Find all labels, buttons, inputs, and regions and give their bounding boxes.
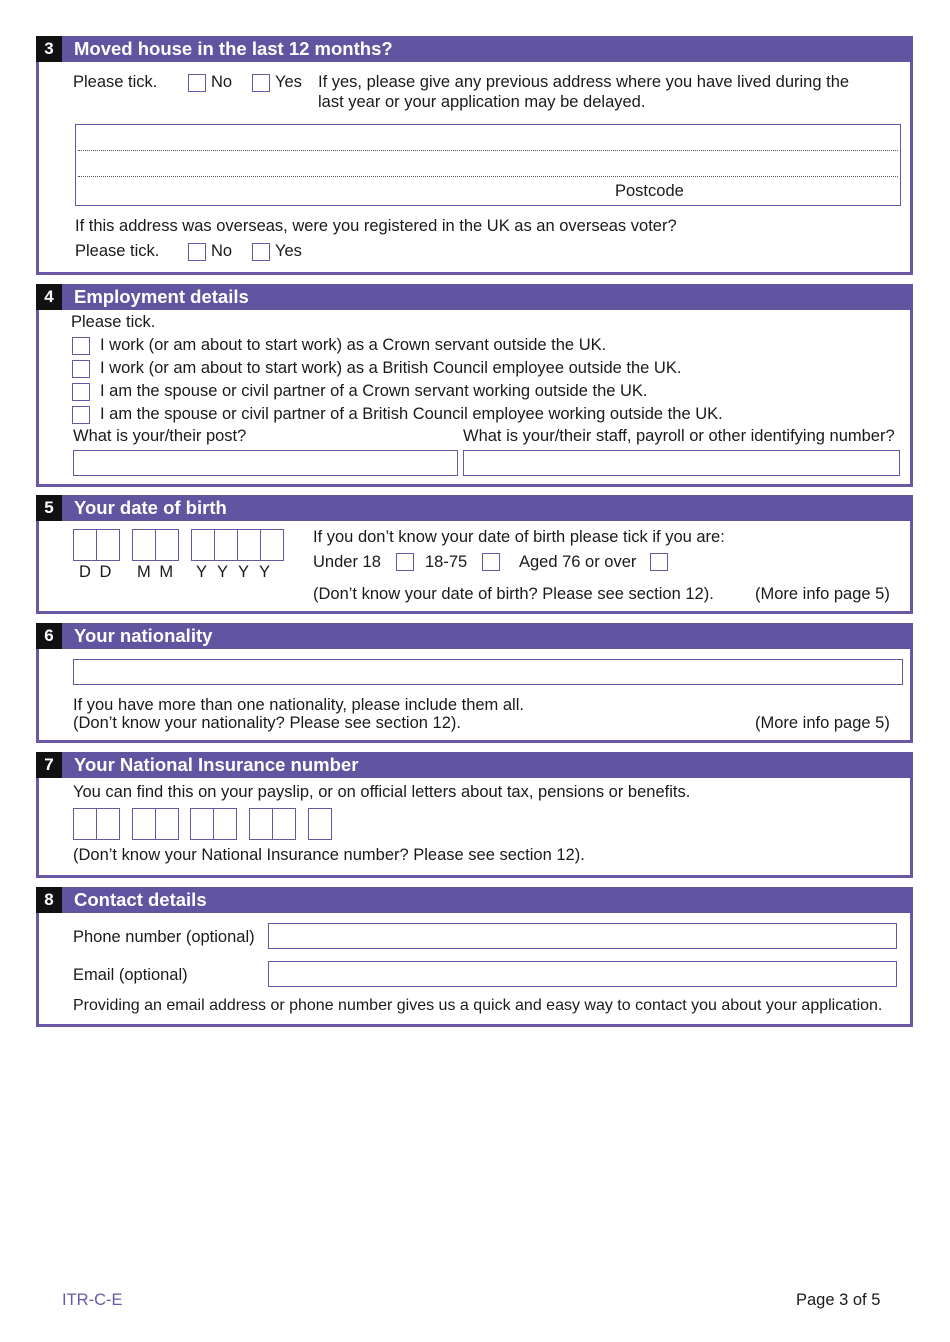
- nationality-note: If you have more than one nationality, please include them all.: [73, 696, 524, 714]
- section-nationality: [36, 623, 913, 743]
- section-number: 7: [36, 752, 62, 778]
- post-label: What is your/their post?: [73, 427, 247, 445]
- age-18-75-label: 18-75: [425, 553, 468, 571]
- spouse-crown-servant-checkbox[interactable]: [72, 383, 90, 401]
- phone-input[interactable]: [268, 923, 897, 949]
- dob-day-digit[interactable]: [96, 529, 120, 561]
- dob-help-note: (Don’t know your date of birth? Please see section 12).: [313, 585, 714, 603]
- section-title: Your National Insurance number: [74, 754, 359, 775]
- section-contact-details: [36, 887, 913, 1027]
- aged-76-label: Aged 76 or over: [519, 553, 637, 571]
- email-input[interactable]: [268, 961, 897, 987]
- section-title: Your date of birth: [74, 497, 227, 518]
- ni-intro: You can find this on your payslip, or on official letters about tax, pensions or benefits.: [73, 783, 691, 801]
- ni-digit[interactable]: [190, 808, 214, 840]
- please-tick-label: Please tick.: [71, 313, 156, 331]
- section-moved-house: [36, 36, 913, 275]
- british-council-label: I work (or am about to start work) as a British Council employee outside the UK.: [100, 359, 682, 377]
- address-line-divider: [78, 150, 898, 151]
- crown-servant-label: I work (or am about to start work) as a Crown servant outside the UK.: [100, 336, 607, 354]
- section-number: 4: [36, 284, 62, 310]
- staff-number-input[interactable]: [463, 450, 900, 476]
- contact-note: Providing an email address or phone number gives us a quick and easy way to contact you about your application.: [73, 997, 883, 1014]
- phone-label: Phone number (optional): [73, 928, 255, 946]
- section-title: Employment details: [74, 286, 249, 307]
- section-number: 6: [36, 623, 62, 649]
- spouse-british-council-label: I am the spouse or civil partner of a British Council employee working outside the UK.: [100, 405, 723, 423]
- ni-digit[interactable]: [272, 808, 296, 840]
- previous-address-instruction: If yes, please give any previous address where you have lived during the: [318, 73, 850, 91]
- previous-address-instruction-2: last year or your application may be delayed.: [318, 93, 646, 111]
- ni-digit[interactable]: [132, 808, 156, 840]
- section-number: 8: [36, 887, 62, 913]
- section-header: [36, 623, 913, 649]
- overseas-yes-label: Yes: [275, 242, 302, 260]
- dob-unknown-intro: If you don’t know your date of birth please tick if you are:: [313, 528, 725, 546]
- ni-digit[interactable]: [96, 808, 120, 840]
- section-title: Your nationality: [74, 625, 213, 646]
- ni-digit[interactable]: [249, 808, 273, 840]
- spouse-crown-servant-label: I am the spouse or civil partner of a Crown servant working outside the UK.: [100, 382, 648, 400]
- more-info-link[interactable]: (More info page 5): [755, 714, 890, 732]
- overseas-no-checkbox[interactable]: [188, 243, 206, 261]
- under-18-checkbox[interactable]: [396, 553, 414, 571]
- ni-digit[interactable]: [73, 808, 97, 840]
- aged-76-checkbox[interactable]: [650, 553, 668, 571]
- spouse-british-council-checkbox[interactable]: [72, 406, 90, 424]
- ni-help-note: (Don’t know your National Insurance number? Please see section 12).: [73, 846, 585, 864]
- nationality-input[interactable]: [73, 659, 903, 685]
- section-number: 5: [36, 495, 62, 521]
- moved-no-checkbox[interactable]: [188, 74, 206, 92]
- staff-number-label: What is your/their staff, payroll or other identifying number?: [463, 427, 895, 445]
- crown-servant-checkbox[interactable]: [72, 337, 90, 355]
- dob-year-digit[interactable]: [214, 529, 238, 561]
- dob-month-digit[interactable]: [155, 529, 179, 561]
- ni-digit[interactable]: [155, 808, 179, 840]
- section-title: Contact details: [74, 889, 207, 910]
- email-label: Email (optional): [73, 966, 188, 984]
- postcode-label: Postcode: [615, 182, 684, 200]
- section-national-insurance: [36, 752, 913, 878]
- overseas-yes-checkbox[interactable]: [252, 243, 270, 261]
- dob-year-digit[interactable]: [237, 529, 261, 561]
- section-number: 3: [36, 36, 62, 62]
- dob-month-digit[interactable]: [132, 529, 156, 561]
- moved-no-label: No: [211, 73, 233, 91]
- british-council-checkbox[interactable]: [72, 360, 90, 378]
- moved-yes-label: Yes: [275, 73, 302, 91]
- more-info-link[interactable]: (More info page 5): [755, 585, 890, 603]
- please-tick-label: Please tick.: [75, 242, 160, 260]
- ni-letter[interactable]: [308, 808, 332, 840]
- moved-yes-checkbox[interactable]: [252, 74, 270, 92]
- section-header: [36, 36, 913, 62]
- form-code: ITR-C-E: [62, 1291, 123, 1309]
- previous-address-field[interactable]: [75, 124, 901, 206]
- section-header: [36, 887, 913, 913]
- section-employment-details: [36, 284, 913, 487]
- section-header: [36, 752, 913, 778]
- dob-day-caption: D D: [79, 563, 114, 581]
- dob-year-digit[interactable]: [191, 529, 215, 561]
- overseas-voter-question: If this address was overseas, were you registered in the UK as an overseas voter?: [75, 217, 677, 235]
- dob-month-caption: M M: [137, 563, 176, 581]
- age-18-75-checkbox[interactable]: [482, 553, 500, 571]
- nationality-help-note: (Don’t know your nationality? Please see section 12).: [73, 714, 461, 732]
- post-input[interactable]: [73, 450, 458, 476]
- dob-year-caption: Y Y Y Y: [196, 563, 273, 581]
- please-tick-label: Please tick.: [73, 73, 158, 91]
- page-number: Page 3 of 5: [796, 1291, 881, 1309]
- ni-digit[interactable]: [213, 808, 237, 840]
- section-title: Moved house in the last 12 months?: [74, 38, 393, 59]
- section-header: [36, 284, 913, 310]
- overseas-no-label: No: [211, 242, 233, 260]
- under-18-label: Under 18: [313, 553, 381, 571]
- address-line-divider: [78, 176, 898, 177]
- dob-day-digit[interactable]: [73, 529, 97, 561]
- section-header: [36, 495, 913, 521]
- section-date-of-birth: [36, 495, 913, 614]
- dob-year-digit[interactable]: [260, 529, 284, 561]
